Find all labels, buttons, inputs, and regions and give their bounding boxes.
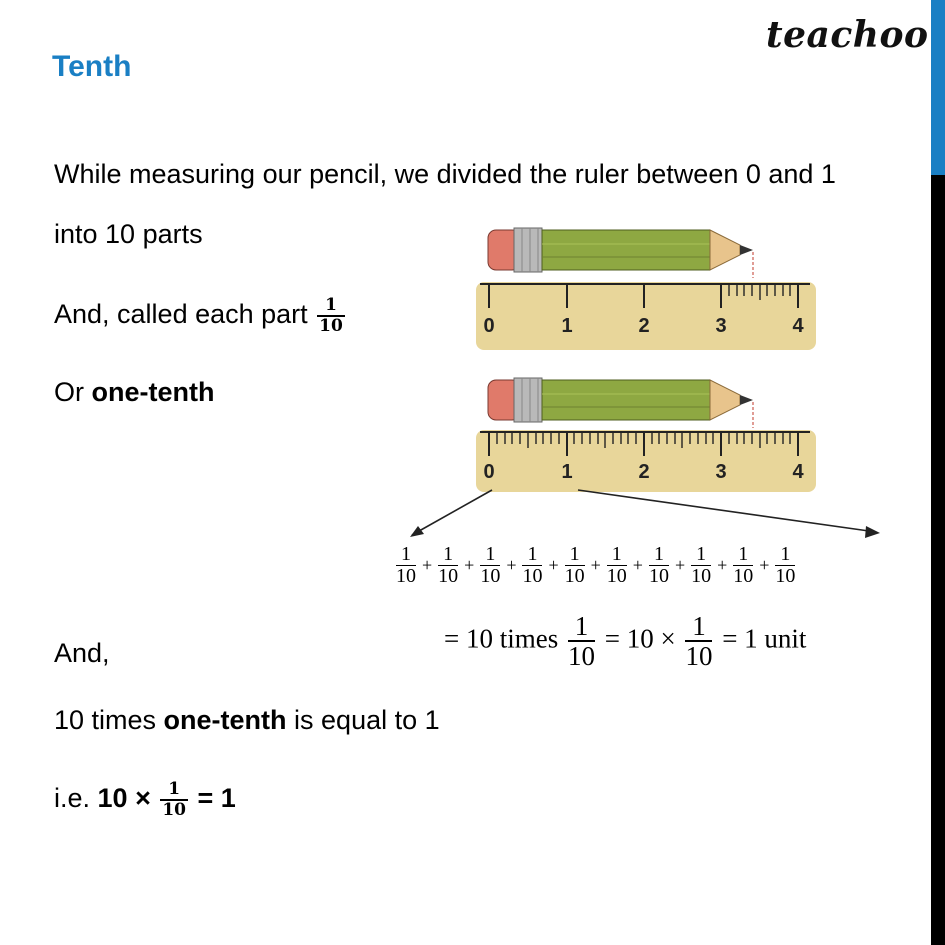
tenth-numerator: 1 (485, 543, 496, 565)
tenth-denominator: 10 (522, 565, 543, 587)
equation-fraction-1-num: 1 (574, 611, 589, 641)
tenth-fraction (565, 544, 585, 587)
ruler-top (476, 282, 816, 350)
line-6 (54, 704, 440, 736)
equation-fraction-2-num: 1 (692, 611, 706, 641)
tenth-numerator: 1 (780, 543, 791, 565)
pencil-ruler-illustration (470, 222, 830, 512)
line-3-text: And, called each part (54, 298, 316, 329)
ruler-bottom-label-2: 2 (638, 461, 650, 483)
ruler-top-label-0: 0 (483, 315, 495, 337)
ruler-top-label-2: 2 (638, 315, 650, 337)
plus-sign: + (590, 555, 601, 575)
line-7-bold-b: = 1 (190, 782, 236, 813)
tenth-denominator: 10 (691, 565, 712, 587)
ruler-top-label-3: 3 (715, 315, 727, 337)
line-4-text: Or (54, 377, 92, 407)
teachoo-logo: teachoo (766, 14, 929, 56)
tenth-fraction (438, 544, 458, 587)
tenth-denominator: 10 (606, 565, 627, 587)
tenth-fraction (775, 544, 795, 587)
line-7 (54, 780, 236, 819)
tenth-numerator: 1 (653, 543, 664, 565)
ruler-top-label-4: 4 (792, 315, 804, 337)
pencil-top (488, 228, 753, 278)
pencil-bottom (488, 378, 753, 428)
line-7-fraction (160, 780, 188, 819)
tenth-denominator: 10 (396, 565, 416, 587)
tenth-denominator: 10 (648, 565, 669, 587)
line-6-bold: one-tenth (163, 705, 287, 735)
tenth-fraction (649, 544, 669, 587)
equation-line (444, 612, 806, 671)
tenth-fraction (733, 544, 753, 587)
tenth-fraction (691, 544, 711, 587)
fraction-denominator: 10 (319, 315, 343, 336)
line-6-text-a: 10 times (54, 705, 164, 735)
tenth-denominator: 10 (775, 565, 796, 587)
tenth-numerator: 1 (401, 543, 411, 565)
equation-part-1: = 10 times (444, 623, 565, 654)
line-5: And, (54, 638, 110, 668)
tenth-fraction (522, 544, 542, 587)
plus-sign: + (464, 555, 475, 575)
equation-fraction-2-den: 10 (685, 641, 713, 672)
line-7-fraction-num: 1 (168, 779, 181, 799)
plus-sign: + (548, 555, 559, 575)
ruler-bottom-label-0: 0 (483, 461, 495, 483)
tenths-sum-row (396, 544, 795, 587)
tenth-fraction (480, 544, 500, 587)
right-edge-accent (931, 0, 945, 175)
tenth-numerator: 1 (443, 543, 454, 565)
equation-fraction-2 (685, 612, 712, 671)
line-7-fraction-den: 10 (162, 799, 187, 820)
tenth-numerator: 1 (527, 543, 538, 565)
plus-sign: + (632, 555, 643, 575)
ruler-bottom-label-1: 1 (561, 461, 573, 483)
tenth-denominator: 10 (733, 565, 754, 587)
arrow-right (578, 490, 876, 532)
tenth-denominator: 10 (480, 565, 501, 587)
expansion-arrows (400, 480, 900, 550)
line-2: into 10 parts (54, 219, 203, 249)
line-7-bold-a: 10 × (97, 782, 159, 813)
line-4 (54, 376, 214, 408)
plus-sign: + (506, 555, 517, 575)
equation-part-3: = 1 unit (715, 623, 807, 654)
line-1: While measuring our pencil, we divided the ruler between 0 and 1 (54, 159, 836, 189)
tenth-denominator: 10 (438, 565, 459, 587)
tenth-numerator: 1 (569, 543, 580, 565)
ruler-top-label-1: 1 (561, 315, 573, 337)
line-4-bold: one-tenth (91, 377, 215, 407)
tenth-numerator: 1 (696, 543, 707, 565)
arrow-left (412, 490, 492, 535)
plus-sign: + (422, 555, 433, 575)
plus-sign: + (674, 555, 686, 575)
tenth-numerator: 1 (611, 543, 622, 565)
tenth-numerator: 1 (738, 543, 749, 565)
fraction-one-tenth (317, 296, 345, 335)
page-title: Tenth (52, 50, 132, 83)
ruler-bottom-label-4: 4 (792, 461, 804, 483)
tenth-fraction (607, 544, 627, 587)
plus-sign: + (717, 555, 728, 575)
equation-fraction-1 (568, 612, 595, 671)
line-6-text-b: is equal to 1 (286, 705, 440, 735)
tenth-fraction (396, 544, 416, 587)
line-3 (54, 296, 347, 335)
line-7-text: i.e. (54, 782, 98, 813)
fraction-numerator: 1 (325, 295, 337, 315)
ruler-bottom-label-3: 3 (715, 461, 727, 483)
equation-part-2: = 10 × (597, 623, 683, 654)
tenth-denominator: 10 (564, 565, 585, 587)
equation-fraction-1-den: 10 (567, 641, 595, 672)
plus-sign: + (759, 555, 770, 575)
